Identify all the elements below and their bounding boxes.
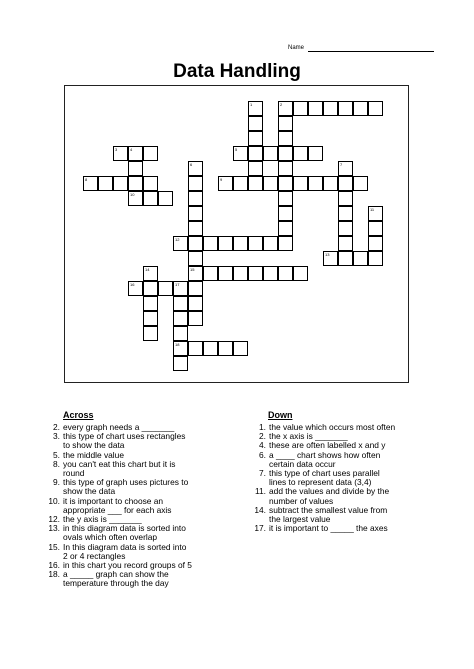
down-heading: Down <box>268 410 293 420</box>
crossword-cell[interactable] <box>173 281 188 296</box>
crossword-cell[interactable] <box>128 161 143 176</box>
crossword-cell[interactable] <box>218 341 233 356</box>
crossword-cell[interactable] <box>158 281 173 296</box>
crossword-cell[interactable] <box>353 176 368 191</box>
clue-item <box>44 543 234 561</box>
clue-text: a ____ chart shows how often certain data occur <box>269 449 381 469</box>
crossword-cell[interactable] <box>368 221 383 236</box>
clue-number: 8. <box>53 458 60 469</box>
crossword-cell[interactable] <box>338 161 353 176</box>
clue-number: 2. <box>53 422 60 432</box>
clue-number: 11. <box>254 486 266 497</box>
clue-item <box>250 469 450 487</box>
crossword-cell[interactable] <box>143 281 158 296</box>
crossword-cell[interactable] <box>188 206 203 221</box>
crossword-cell[interactable] <box>368 236 383 251</box>
crossword-cell[interactable] <box>233 266 248 281</box>
crossword-cell[interactable] <box>368 206 383 221</box>
crossword-cell[interactable] <box>278 236 293 251</box>
crossword-cell[interactable] <box>293 101 308 116</box>
clue-text: add the values and divide by the number of values <box>269 486 390 506</box>
crossword-cell[interactable] <box>323 251 338 266</box>
crossword-cell[interactable] <box>338 221 353 236</box>
crossword-cell[interactable] <box>143 266 158 281</box>
clue-number: 15. <box>48 541 60 552</box>
crossword-cell[interactable] <box>143 296 158 311</box>
clue-text: the value which occurs most often <box>269 422 396 432</box>
crossword-cell[interactable] <box>248 116 263 131</box>
clue-text: a _____ graph can show the temperature through the day <box>63 569 169 589</box>
crossword-cell[interactable] <box>308 146 323 161</box>
clue-text: the middle value <box>63 449 124 460</box>
across-clues <box>44 423 234 589</box>
clue-text: the y axis is _______ <box>63 514 142 525</box>
clue-item <box>250 506 450 524</box>
crossword-cell[interactable] <box>188 176 203 191</box>
clue-text: In this diagram data is sorted into 2 or 4 rectangles <box>63 541 187 561</box>
clue-item <box>250 524 450 533</box>
clue-number: 13. <box>48 523 60 534</box>
clue-number: 4. <box>259 440 266 451</box>
crossword-cell[interactable] <box>248 131 263 146</box>
crossword-cell[interactable] <box>188 191 203 206</box>
cell-number: 18 <box>175 342 180 347</box>
crossword-cell[interactable] <box>293 176 308 191</box>
crossword-cell[interactable] <box>248 101 263 116</box>
crossword-cell[interactable] <box>233 146 248 161</box>
clue-number: 6. <box>259 449 266 460</box>
crossword-cell[interactable] <box>353 101 368 116</box>
clue-number: 7. <box>259 468 266 479</box>
clue-item <box>44 478 234 496</box>
crossword-cell[interactable] <box>173 356 188 371</box>
clue-text: the x axis is _______ <box>269 431 348 442</box>
clue-number: 17. <box>254 523 266 534</box>
crossword-cell[interactable] <box>338 251 353 266</box>
crossword-cell[interactable] <box>308 176 323 191</box>
crossword-cell[interactable] <box>323 101 338 116</box>
clue-item <box>44 524 234 542</box>
crossword-cell[interactable] <box>203 236 218 251</box>
clue-number: 10. <box>48 495 60 506</box>
crossword-cell[interactable] <box>368 251 383 266</box>
crossword-cell[interactable] <box>248 161 263 176</box>
cell-number: 1 <box>250 102 253 107</box>
clue-item <box>44 570 234 588</box>
crossword-cell[interactable] <box>188 296 203 311</box>
crossword-cell[interactable] <box>188 281 203 296</box>
clue-text: in this chart you record groups of 5 <box>63 560 192 571</box>
crossword-cell[interactable] <box>293 146 308 161</box>
crossword-cell[interactable] <box>233 341 248 356</box>
crossword-cell[interactable] <box>263 176 278 191</box>
clue-number: 5. <box>53 449 60 460</box>
cell-number: 16 <box>130 282 135 287</box>
cell-number: 10 <box>130 192 135 197</box>
crossword-cell[interactable] <box>143 326 158 341</box>
crossword-cell[interactable] <box>278 146 293 161</box>
crossword-cell[interactable] <box>143 311 158 326</box>
cell-number: 9 <box>220 177 223 182</box>
crossword-cell[interactable] <box>278 101 293 116</box>
crossword-cell[interactable] <box>188 221 203 236</box>
crossword-cell[interactable] <box>128 146 143 161</box>
clue-number: 12. <box>48 514 60 525</box>
crossword-cell[interactable] <box>113 146 128 161</box>
crossword-cell[interactable] <box>293 266 308 281</box>
cell-number: 7 <box>340 162 343 167</box>
clue-text: it is important to choose an appropriate ___ for each axis <box>63 495 172 515</box>
crossword-cell[interactable] <box>338 176 353 191</box>
name-line[interactable] <box>308 51 434 52</box>
cell-number: 5 <box>235 147 238 152</box>
crossword-cell[interactable] <box>173 236 188 251</box>
crossword-cell[interactable] <box>263 266 278 281</box>
crossword-cell[interactable] <box>188 236 203 251</box>
crossword-cell[interactable] <box>188 341 203 356</box>
crossword-cell[interactable] <box>248 266 263 281</box>
cell-number: 8 <box>85 177 88 182</box>
clue-text: it is important to _____ the axes <box>269 523 388 534</box>
clue-text: these are often labelled x and y <box>269 440 386 451</box>
cell-number: 2 <box>280 102 283 107</box>
crossword-cell[interactable] <box>203 341 218 356</box>
crossword-cell[interactable] <box>278 131 293 146</box>
crossword-cell[interactable] <box>233 236 248 251</box>
crossword-cell[interactable] <box>248 146 263 161</box>
crossword-cell[interactable] <box>128 281 143 296</box>
crossword-cell[interactable] <box>278 191 293 206</box>
cell-number: 17 <box>175 282 180 287</box>
across-heading: Across <box>63 410 94 420</box>
crossword-cell[interactable] <box>128 176 143 191</box>
crossword-cell[interactable] <box>143 176 158 191</box>
crossword-cell[interactable] <box>83 176 98 191</box>
crossword-cell[interactable] <box>263 146 278 161</box>
clue-text: in this diagram data is sorted into ovals which often overlap <box>63 523 186 543</box>
crossword-cell[interactable] <box>113 176 128 191</box>
clue-item <box>44 460 234 478</box>
clue-item <box>250 451 450 469</box>
crossword-cell[interactable] <box>218 176 233 191</box>
crossword-cell[interactable] <box>278 161 293 176</box>
crossword-cell[interactable] <box>278 176 293 191</box>
crossword-cell[interactable] <box>353 251 368 266</box>
crossword-cell[interactable] <box>173 341 188 356</box>
clue-text: every graph needs a _______ <box>63 422 175 432</box>
clue-item <box>250 487 450 505</box>
clue-item <box>44 497 234 515</box>
crossword-cell[interactable] <box>323 176 338 191</box>
crossword-cell[interactable] <box>188 161 203 176</box>
crossword-cell[interactable] <box>248 236 263 251</box>
crossword-cell[interactable] <box>218 236 233 251</box>
crossword-cell[interactable] <box>338 206 353 221</box>
clue-text: subtract the smallest value from the largest value <box>269 504 388 525</box>
crossword-frame <box>64 85 409 383</box>
clue-text: this type of chart uses rectangles to show the data <box>63 431 186 451</box>
name-label: Name <box>288 45 305 51</box>
crossword-cell[interactable] <box>98 176 113 191</box>
crossword-cell[interactable] <box>173 326 188 341</box>
cell-number: 3 <box>115 147 118 152</box>
crossword-cell[interactable] <box>173 311 188 326</box>
crossword-cell[interactable] <box>143 191 158 206</box>
clue-number: 2. <box>259 431 266 442</box>
crossword-cell[interactable] <box>278 221 293 236</box>
cell-number: 4 <box>130 147 133 152</box>
clue-number: 3. <box>53 431 60 442</box>
crossword-cell[interactable] <box>143 146 158 161</box>
page-title: Data Handling <box>173 61 301 82</box>
clue-number: 16. <box>48 560 60 571</box>
cell-number: 15 <box>190 267 195 272</box>
clue-text: this type of graph uses pictures to show the data <box>63 477 189 497</box>
crossword-cell[interactable] <box>158 191 173 206</box>
clue-text: this type of chart uses parallel lines to represent data (3,4) <box>269 468 380 488</box>
crossword-cell[interactable] <box>188 266 203 281</box>
crossword-cell[interactable] <box>308 101 323 116</box>
crossword-cell[interactable] <box>128 191 143 206</box>
crossword-cell[interactable] <box>278 266 293 281</box>
down-clues <box>250 423 450 533</box>
crossword-cell[interactable] <box>338 191 353 206</box>
clue-number: 18. <box>48 569 60 580</box>
crossword-cell[interactable] <box>248 176 263 191</box>
crossword-cell[interactable] <box>338 101 353 116</box>
clue-text: you can't eat this chart but it is round <box>63 458 176 479</box>
cell-number: 13 <box>325 252 330 257</box>
crossword-cell[interactable] <box>233 176 248 191</box>
crossword-cell[interactable] <box>368 101 383 116</box>
crossword-cell[interactable] <box>278 116 293 131</box>
crossword-cell[interactable] <box>188 251 203 266</box>
cell-number: 14 <box>145 267 150 272</box>
cell-number: 11 <box>370 207 375 212</box>
clue-number: 14. <box>254 504 266 515</box>
crossword-cell[interactable] <box>263 236 278 251</box>
crossword-cell[interactable] <box>218 266 233 281</box>
crossword-cell[interactable] <box>338 236 353 251</box>
cell-number: 12 <box>175 237 180 242</box>
clue-item <box>44 432 234 450</box>
clue-number: 1. <box>259 422 266 432</box>
crossword-cell[interactable] <box>173 296 188 311</box>
cell-number: 6 <box>190 162 193 167</box>
clue-number: 9. <box>53 477 60 488</box>
crossword-cell[interactable] <box>203 266 218 281</box>
crossword-cell[interactable] <box>188 311 203 326</box>
crossword-cell[interactable] <box>278 206 293 221</box>
